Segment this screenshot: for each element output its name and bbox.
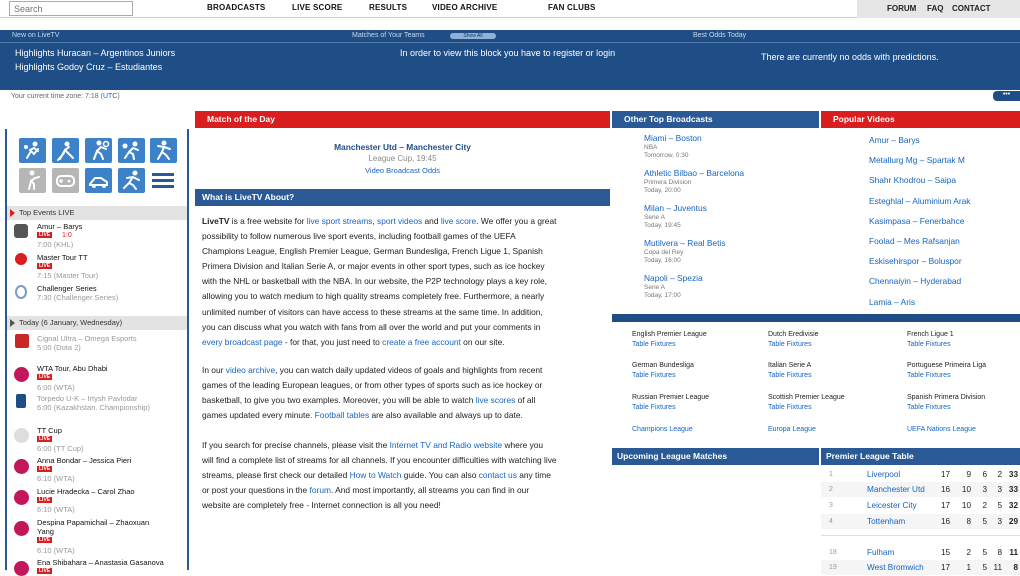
- broadcast-match-link[interactable]: Mutilvera – Real Betis: [644, 238, 726, 248]
- league-name: Russian Premier League: [632, 394, 710, 401]
- list-item[interactable]: [7, 253, 187, 279]
- text-run: In our: [202, 365, 226, 375]
- text-run: . We offer you a great: [476, 216, 557, 226]
- table-losses: 8: [997, 548, 1002, 557]
- table-draws: 5: [982, 517, 987, 526]
- broadcast-league: NBA: [644, 144, 658, 151]
- text-run: Champions League, English Premier League, German Bundesliga, French Ligue 1, Spanish: [202, 246, 543, 257]
- brand-name: LiveTV: [202, 216, 230, 226]
- event-name: Master Tour TT: [37, 253, 88, 262]
- live-badge: LIVE: [39, 263, 51, 269]
- nav-broadcasts[interactable]: BROADCASTS: [207, 3, 266, 12]
- wta-icon: [14, 561, 29, 576]
- inline-link[interactable]: create a free account: [382, 336, 461, 347]
- league-name: Dutch Eredivisie: [768, 331, 819, 338]
- event-time: 6:00 (Kazakhstan. Championship): [37, 403, 150, 412]
- league-name: Portuguese Primeira Liga: [907, 362, 986, 369]
- volleyball-icon[interactable]: [150, 138, 177, 163]
- event-time: 5:00 (Dota 2): [37, 343, 81, 352]
- live-badge: LIVE: [39, 374, 51, 380]
- live-badge: LIVE: [39, 232, 51, 238]
- league-divider-bar: [612, 314, 1020, 322]
- more-options-button[interactable]: •••: [993, 91, 1020, 101]
- about-paragraph-2: [202, 363, 610, 423]
- event-name-cont: Yang: [37, 527, 54, 536]
- divider: [0, 42, 1020, 43]
- inline-link[interactable]: Internet TV and Radio website: [389, 440, 503, 450]
- motd-links: [195, 166, 610, 175]
- league-table-fixtures-link[interactable]: Table Fixtures: [632, 372, 676, 379]
- text-run: games of the leading European leagues, or from other types of sports such as ice hockey or: [202, 380, 543, 391]
- motd-header: Match of the Day: [195, 111, 610, 128]
- nav-contact[interactable]: CONTACT: [952, 4, 991, 13]
- table-position: 2: [829, 486, 833, 493]
- event-score: 1:0: [62, 232, 72, 239]
- challenger-icon: [15, 285, 27, 299]
- table-draws: 3: [982, 485, 987, 494]
- popular-video-link[interactable]: Eskisehirspor – Boluspor: [869, 256, 962, 267]
- text-run: is a free website for: [229, 216, 307, 226]
- wta-icon: [14, 459, 29, 474]
- hockey-icon[interactable]: [52, 138, 79, 163]
- text-run: , you can watch daily updated videos of goals and highlights from recent: [275, 365, 543, 375]
- premier-table-header: Premier League Table: [821, 448, 1020, 465]
- table-played: 16: [941, 485, 951, 494]
- table-tennis-icon: [15, 253, 27, 265]
- list-item[interactable]: [7, 364, 187, 392]
- list-item[interactable]: [7, 394, 187, 416]
- table-position: 4: [829, 518, 833, 525]
- odds-message: There are currently no odds with predictions.: [761, 52, 939, 62]
- live-badge: LIVE: [39, 497, 51, 503]
- other-broadcasts-header: Other Top Broadcasts: [612, 111, 819, 128]
- table-team-link[interactable]: Leicester City: [867, 501, 917, 510]
- league-name: English Premier League: [632, 331, 707, 338]
- table-played: 17: [941, 563, 951, 572]
- text-run: - for that, you just need to: [282, 336, 383, 347]
- text-run: If you search for precise channels, please visit the: [202, 440, 390, 450]
- new-item[interactable]: Highlights Huracan – Argentinos Juniors: [15, 48, 176, 58]
- event-time: 6:00 (WTA): [37, 383, 75, 392]
- broadcast-league: Copa del Rey: [644, 249, 684, 256]
- timezone-prefix: Your current time zone: 7:18 (: [11, 93, 103, 100]
- table-draws: 2: [982, 501, 987, 510]
- text-run: with the NHL or basketball with the NBA. In our website, the P2P technology plays a key role,: [202, 276, 547, 287]
- table-draws: 5: [982, 563, 987, 572]
- table-team-link[interactable]: Manchester Utd: [867, 485, 925, 494]
- league-table-fixtures-link[interactable]: Table Fixtures: [632, 404, 676, 411]
- table-team-link[interactable]: Fulham: [867, 548, 895, 557]
- table-position: 3: [829, 502, 833, 509]
- popular-video-link[interactable]: Foolad – Mes Rafsanjan: [869, 236, 960, 246]
- broadcast-time: Today, 16:00: [644, 257, 681, 264]
- table-points: 32: [1008, 501, 1018, 510]
- league-name: Spanish Primera Division: [907, 394, 986, 401]
- event-name: Challenger Series: [37, 284, 97, 293]
- table-divider: [821, 535, 1020, 536]
- live-badge: LIVE: [39, 436, 51, 442]
- league-table-fixtures-link[interactable]: Table Fixtures: [768, 372, 812, 379]
- table-draws: 5: [982, 548, 987, 557]
- league-table-fixtures-link[interactable]: Table Fixtures: [907, 404, 951, 411]
- dota-icon: [15, 334, 29, 348]
- timezone-suffix: ): [117, 93, 120, 100]
- menu-icon[interactable]: [150, 168, 177, 193]
- event-name: Lucie Hradecka – Carol Zhao: [37, 487, 135, 496]
- table-losses: 3: [997, 517, 1002, 526]
- text-run: any time: [516, 470, 551, 481]
- event-time: 6:10 (WTA): [37, 546, 75, 555]
- text-run: streams, please first check our detailed: [202, 470, 350, 481]
- league-name: Italian Serie A: [768, 362, 812, 369]
- table-losses: 2: [997, 470, 1002, 479]
- table-position: 1: [829, 471, 833, 478]
- league-link[interactable]: UEFA Nations League: [907, 426, 976, 433]
- teams-login-message: In order to view this block you have to register or login: [400, 48, 616, 58]
- tt-cup-icon: [14, 428, 29, 443]
- show-all-toggle[interactable]: Show All: [450, 33, 496, 39]
- inline-link[interactable]: live scores: [475, 395, 516, 406]
- timezone-link[interactable]: UTC: [102, 93, 118, 100]
- motd-competition: League Cup, 19:45: [368, 154, 437, 163]
- league-name: German Bundesliga: [632, 362, 694, 369]
- search-input[interactable]: [9, 1, 133, 16]
- table-points: 11: [1009, 548, 1018, 557]
- event-name: Cignal Ultra – Omega Esports: [37, 334, 137, 343]
- about-paragraph-3: [202, 438, 610, 513]
- event-time: 6:10 (WTA): [37, 474, 75, 483]
- popular-video-link[interactable]: Kasimpasa – Fenerbahce: [869, 215, 965, 226]
- about-paragraph-1: [202, 214, 610, 350]
- football-icon[interactable]: [19, 138, 46, 163]
- inline-link[interactable]: forum: [309, 485, 331, 496]
- table-wins: 10: [961, 501, 971, 510]
- inline-link[interactable]: Football tables: [314, 410, 370, 421]
- table-wins: 2: [966, 548, 971, 557]
- live-badge: LIVE: [39, 466, 51, 472]
- list-item[interactable]: [7, 222, 187, 248]
- table-wins: 9: [966, 470, 971, 479]
- text-run: of all: [515, 395, 536, 406]
- text-run: unlimited number of visitors can have access to these streams at the same time. In addition,: [202, 306, 543, 317]
- text-run: basketball, to give you two examples. Moreover, you will be able to watch: [202, 395, 476, 406]
- top-events-title: Top Events LIVE: [7, 206, 187, 220]
- table-played: 15: [941, 548, 951, 557]
- popular-videos-header: Popular Videos: [821, 111, 1020, 128]
- list-item[interactable]: [7, 456, 187, 484]
- event-name: TT Cup: [37, 426, 62, 435]
- table-team-link[interactable]: West Bromwich: [867, 563, 924, 572]
- league-table-fixtures-link[interactable]: Table Fixtures: [907, 341, 951, 348]
- table-position: 18: [829, 549, 837, 556]
- league-table-fixtures-link[interactable]: Table Fixtures: [632, 341, 676, 348]
- wta-icon: [14, 490, 29, 505]
- text-run: ,: [372, 216, 378, 226]
- league-table-fixtures-link[interactable]: Table Fixtures: [768, 341, 812, 348]
- table-points: 8: [1013, 563, 1018, 572]
- info-band: [0, 30, 1020, 90]
- new-item[interactable]: Highlights Godoy Cruz – Estudiantes: [15, 62, 163, 72]
- new-on-livetv-title: New on LiveTV: [12, 32, 60, 39]
- event-name: Amur – Barys: [37, 222, 83, 231]
- text-run: are also available and always up to date.: [369, 410, 523, 421]
- table-points: 29: [1008, 517, 1018, 526]
- league-table-fixtures-link[interactable]: Table Fixtures: [768, 404, 812, 411]
- popular-video-link[interactable]: Metallurg Mg – Spartak M: [869, 155, 965, 166]
- broadcast-match-link[interactable]: Athletic Bilbao – Barcelona: [644, 168, 745, 178]
- popular-video-link[interactable]: Amur – Barys: [869, 135, 920, 145]
- motorsport-icon[interactable]: [85, 168, 112, 193]
- text-run: you can discuss what you watch with fans from all over the world and put your comments in: [202, 321, 541, 332]
- broadcast-match-link[interactable]: Miami – Boston: [644, 133, 702, 143]
- motd-match[interactable]: Manchester Utd – Manchester City: [334, 142, 471, 152]
- broadcast-match-link[interactable]: Napoli – Spezia: [644, 273, 703, 283]
- text-run: on our site.: [460, 336, 505, 347]
- league-name: French Ligue 1: [907, 331, 954, 338]
- table-losses: 5: [997, 501, 1002, 510]
- text-run: or post your questions in the: [202, 485, 310, 496]
- kazakhstan-icon: [16, 394, 26, 408]
- live-badge: LIVE: [39, 537, 51, 543]
- list-item[interactable]: [7, 518, 187, 556]
- broadcast-league: Primera Division: [644, 179, 692, 186]
- best-odds-title: Best Odds Today: [693, 32, 747, 39]
- event-time: 6:10 (WTA): [37, 505, 75, 514]
- event-time: 6:00 (TT Cup): [37, 444, 84, 453]
- table-team-link[interactable]: Tottenham: [867, 517, 906, 526]
- list-item[interactable]: [7, 487, 187, 515]
- league-link[interactable]: Europa League: [768, 426, 816, 433]
- today-title: Today (6 January, Wednesday): [7, 316, 187, 330]
- broadcast-league: Serie A: [644, 284, 665, 291]
- table-losses: 11: [993, 563, 1002, 572]
- event-name: WTA Tour, Abu Dhabi: [37, 364, 108, 373]
- text-run: will find a complete list of streams for all channels. If you encounter difficulties with watching live: [202, 455, 557, 466]
- table-played: 17: [941, 470, 951, 479]
- broadcast-league: Serie A: [644, 214, 665, 221]
- table-played: 16: [941, 517, 951, 526]
- event-name: Anna Bondar – Jessica Pieri: [37, 456, 132, 465]
- text-run: allowing you to watch medium to high quality streams completely free. Furthermore, a nearly: [202, 291, 545, 302]
- about-header: What is LiveTV About?: [195, 189, 610, 206]
- wta-icon: [14, 367, 29, 382]
- table-team-link[interactable]: Liverpool: [867, 470, 901, 479]
- list-item[interactable]: [7, 284, 187, 304]
- basketball-icon[interactable]: [118, 138, 145, 163]
- table-played: 17: [941, 501, 951, 510]
- inline-link[interactable]: sport videos: [377, 216, 423, 226]
- text-run: guide. You can also: [401, 470, 479, 481]
- khl-icon: [14, 224, 28, 238]
- inline-link[interactable]: every broadcast page: [202, 336, 283, 347]
- table-points: 33: [1008, 485, 1018, 494]
- text-run: . And most importantly, all streams you can find in our: [330, 485, 530, 496]
- inline-link[interactable]: video archive: [225, 365, 276, 375]
- league-table-fixtures-link[interactable]: Table Fixtures: [907, 372, 951, 379]
- nav-live-score[interactable]: LIVE SCORE: [292, 3, 343, 12]
- broadcast-time: Tomorrow, 0:30: [644, 152, 689, 159]
- video-broadcast-link[interactable]: Video Broadcast: [365, 166, 420, 175]
- table-points: 33: [1008, 470, 1018, 479]
- text-run: games updated every minute.: [202, 410, 315, 421]
- list-item[interactable]: [7, 426, 187, 454]
- inline-link[interactable]: How to Watch: [349, 470, 402, 481]
- event-time: 7:15 (Master Tour): [37, 271, 99, 280]
- broadcast-time: Today, 20:00: [644, 187, 681, 194]
- popular-video-link[interactable]: Shahr Khodrou – Saipa: [869, 175, 957, 186]
- text-run: where you: [502, 440, 544, 450]
- event-name: Despina Papamichail – Zhaoxuan: [37, 518, 150, 527]
- esports-icon[interactable]: [52, 168, 79, 193]
- live-badge: LIVE: [39, 568, 51, 574]
- nav-forum[interactable]: FORUM: [887, 4, 917, 13]
- table-losses: 3: [997, 485, 1002, 494]
- table-draws: 6: [982, 470, 987, 479]
- matches-of-your-teams-title: Matches of Your Teams: [352, 32, 425, 39]
- list-item[interactable]: [7, 558, 187, 574]
- nav-results[interactable]: RESULTS: [369, 3, 408, 12]
- broadcast-time: Today, 19:45: [644, 222, 681, 229]
- boxing-icon[interactable]: [19, 168, 46, 193]
- upcoming-header: Upcoming League Matches: [612, 448, 819, 465]
- popular-video-link[interactable]: Lamia – Aris: [869, 296, 916, 307]
- list-item[interactable]: [7, 334, 187, 356]
- event-time: 7:00 (KHL): [37, 240, 74, 249]
- table-wins: 1: [966, 563, 971, 572]
- inline-link[interactable]: live sport streams: [306, 216, 373, 226]
- timezone-line: [11, 93, 120, 100]
- table-wins: 10: [961, 485, 971, 494]
- nav-video-archive[interactable]: VIDEO ARCHIVE: [432, 3, 498, 12]
- wta-icon: [14, 521, 29, 536]
- inline-link[interactable]: live score: [440, 216, 477, 226]
- table-position: 19: [829, 564, 837, 571]
- nav-faq[interactable]: FAQ: [927, 4, 944, 13]
- odds-link[interactable]: Odds: [422, 166, 440, 175]
- event-time: 7:30 (Challenger Series): [37, 293, 119, 302]
- league-link[interactable]: Champions League: [632, 426, 693, 433]
- text-run: Primera Division and Italian Serie A, or major events in other sport types, such as ice hockey: [202, 261, 545, 272]
- popular-video-link[interactable]: Esteghlal – Aluminium Arak: [869, 195, 971, 206]
- league-name: Scottish Premier League: [768, 394, 845, 401]
- nav-fan-clubs[interactable]: FAN CLUBS: [548, 3, 596, 12]
- text-run: and: [422, 216, 441, 226]
- broadcast-time: Today, 17:00: [644, 292, 681, 299]
- popular-video-link[interactable]: Chennaiyin – Hyderabad: [869, 276, 962, 287]
- tennis-icon[interactable]: [85, 138, 112, 163]
- broadcast-match-link[interactable]: Milan – Juventus: [644, 203, 707, 213]
- table-wins: 8: [966, 517, 971, 526]
- event-name: Ena Shibahara – Anastasia Gasanova: [37, 558, 164, 567]
- text-run: possibility to follow numerous live sport events, including football games of the UEFA: [202, 231, 516, 242]
- text-run: website are completely free - Internet connection is all you need!: [202, 500, 441, 511]
- event-name: Torpedo U-K – Irtysh Pavlodar: [37, 394, 138, 403]
- athletics-icon[interactable]: [118, 168, 145, 193]
- inline-link[interactable]: contact us: [478, 470, 517, 481]
